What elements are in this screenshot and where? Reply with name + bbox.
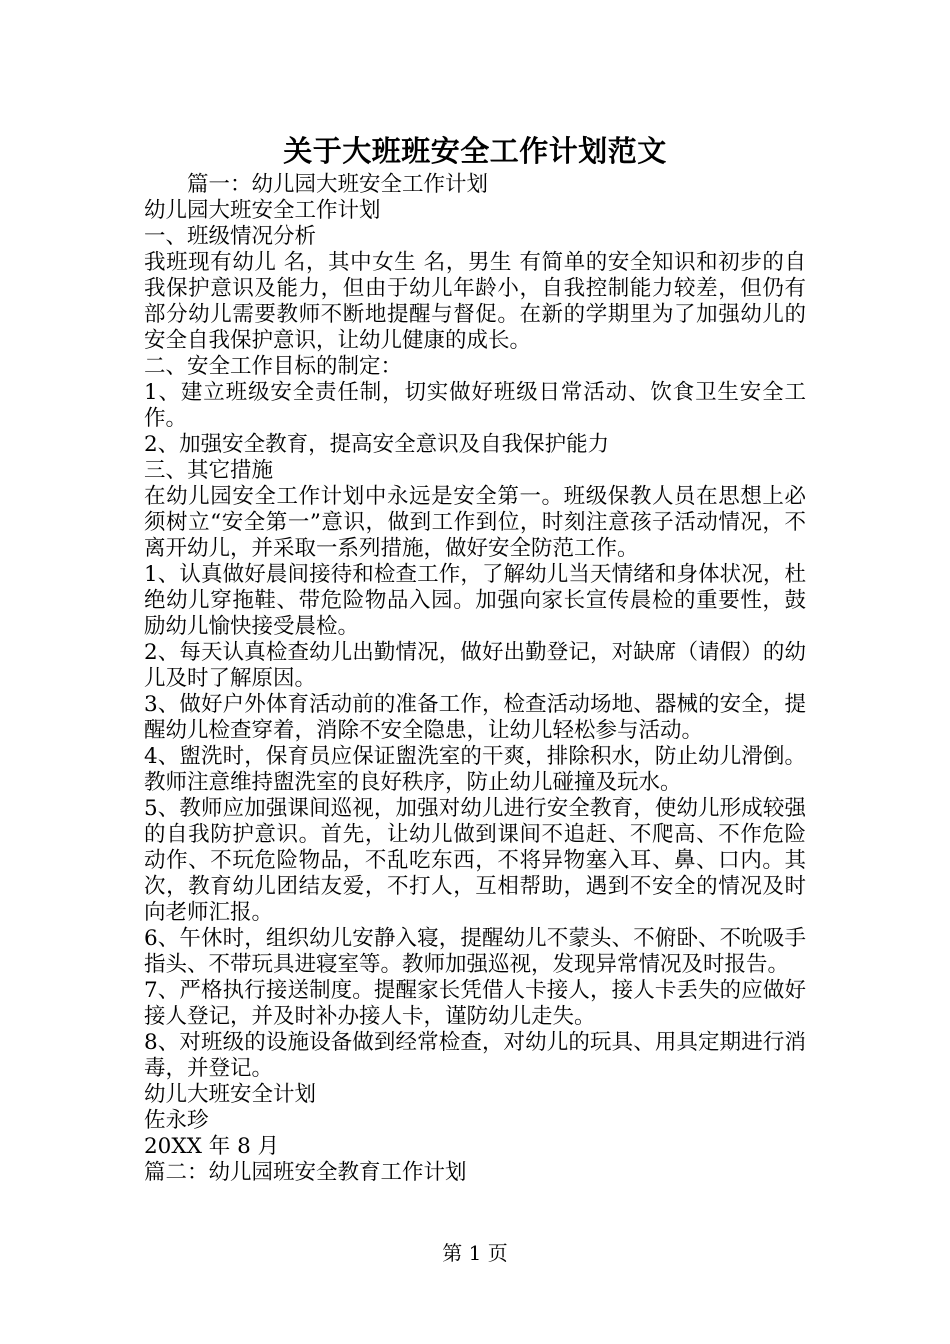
- measure-item-8: 8、对班级的设施设备做到经常检查，对幼儿的玩具、用具定期进行消毒，并登记。: [144, 1030, 806, 1081]
- paragraph-class-analysis: 我班现有幼儿 名，其中女生 名，男生 有简单的安全知识和初步的自我保护意识及能力，但由于幼儿年龄小，自我控制能力较差，但仍有部分幼儿需要教师不断地提醒与督促。在新的学期里为了加强幼儿的安全自我保护意识，让幼儿健康的成长。: [144, 250, 806, 353]
- document-body: [144, 172, 806, 1186]
- page-number: 第 1 页: [442, 1241, 508, 1265]
- measure-item-4: 4、盥洗时，保育员应保证盥洗室的干爽，排除积水，防止幼儿滑倒。教师注意维持盥洗室的良好秩序，防止幼儿碰撞及玩水。: [144, 744, 806, 795]
- measure-item-5: 5、教师应加强课间巡视，加强对幼儿进行安全教育，使幼儿形成较强的自我防护意识。首先，让幼儿做到课间不追赶、不爬高、不作危险动作、不玩危险物品，不乱吃东西，不将异物塞入耳、鼻、口内。其次，教育幼儿团结友爱，不打人，互相帮助，遇到不安全的情况及时向老师汇报。: [144, 796, 806, 925]
- author-name: 佐永珍: [144, 1108, 209, 1133]
- goal-item-1: 1、建立班级安全责任制，切实做好班级日常活动、饮食卫生安全工作。: [144, 380, 806, 431]
- document-date: 20XX 年 8 月: [144, 1134, 280, 1159]
- measure-item-7: 7、严格执行接送制度。提醒家长凭借人卡接人，接人卡丢失的应做好接人登记，并及时补办接人卡，谨防幼儿走失。: [144, 978, 806, 1029]
- plan-title: 幼儿园大班安全工作计划: [144, 198, 381, 223]
- paragraph-measures-intro: 在幼儿园安全工作计划中永远是安全第一。班级保教人员在思想上必须树立“安全第一”意识，做到工作到位，时刻注意孩子活动情况，不离开幼儿，并采取一系列措施，做好安全防范工作。: [144, 484, 806, 561]
- heading-safety-goals: 二、安全工作目标的制定：: [144, 354, 403, 379]
- heading-class-analysis: 一、班级情况分析: [144, 224, 317, 249]
- section-heading-part-one: 篇一：幼儿园大班安全工作计划: [187, 172, 489, 197]
- measure-item-6: 6、午休时，组织幼儿安静入寝，提醒幼儿不蒙头、不俯卧、不吮吸手指头、不带玩具进寝室等。教师加强巡视，发现异常情况及时报告。: [144, 926, 806, 977]
- measure-item-1: 1、认真做好晨间接待和检查工作，了解幼儿当天情绪和身体状况，杜绝幼儿穿拖鞋、带危险物品入园。加强向家长宣传晨检的重要性，鼓励幼儿愉快接受晨检。: [144, 562, 806, 639]
- document-title: 关于大班班安全工作计划范文: [283, 134, 667, 168]
- measure-item-3: 3、做好户外体育活动前的准备工作，检查活动场地、器械的安全，提醒幼儿检查穿着，消除不安全隐患，让幼儿轻松参与活动。: [144, 692, 806, 743]
- measure-item-2: 2、每天认真检查幼儿出勤情况，做好出勤登记，对缺席（请假）的幼儿及时了解原因。: [144, 640, 806, 691]
- heading-other-measures: 三、其它措施: [144, 458, 274, 483]
- closing-plan-name: 幼儿大班安全计划: [144, 1082, 317, 1107]
- goal-item-2: 2、加强安全教育，提高安全意识及自我保护能力: [144, 432, 610, 457]
- section-heading-part-two: 篇二：幼儿园班安全教育工作计划: [144, 1160, 467, 1185]
